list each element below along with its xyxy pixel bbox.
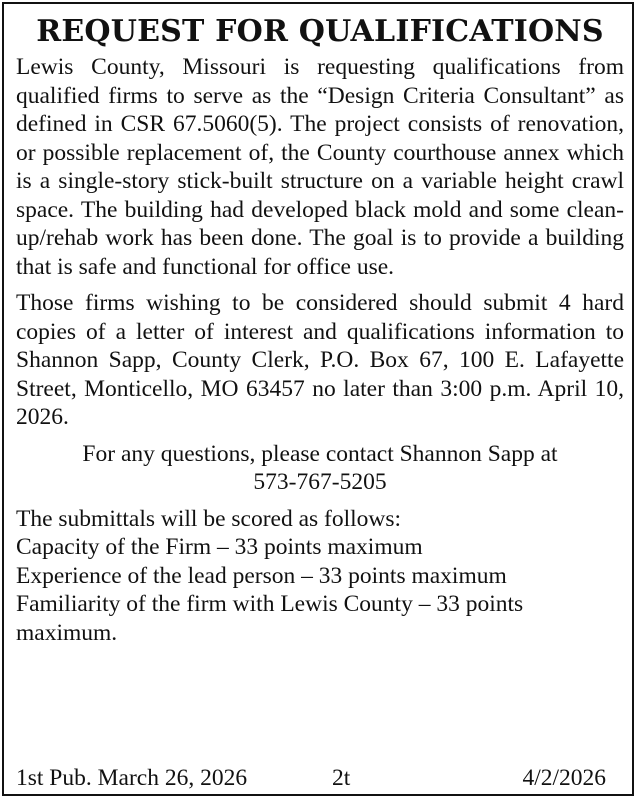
contact-phone: 573-767-5205: [253, 469, 387, 495]
scoring-item: Capacity of the Firm – 33 points maximum: [16, 534, 423, 560]
scoring-section: [16, 505, 624, 648]
notice-paragraph-1: Lewis County, Missouri is requesting qualifications from qualified firms to serve as the “Design Criteria Consultant” as defined in CSR 67.5060(5). The project consists of renovation, or possible replacement of, the County courthouse annex which is a single-story stick-built structure on a variable height crawl space. The building had developed black mold and some clean-up/rehab work has been done. The goal is to provide a building that is safe and functional for office use.: [16, 54, 624, 280]
notice-title: REQUEST FOR QUALIFICATIONS: [36, 14, 604, 49]
contact-block: [16, 440, 624, 497]
first-publication-date: 1st Pub. March 26, 2026: [16, 765, 248, 791]
last-publication-date: 4/2/2026: [522, 765, 606, 791]
scoring-intro: The submittals will be scored as follows:: [16, 505, 402, 532]
scoring-item: Familiarity of the firm with Lewis County – 33 points maximum.: [16, 591, 524, 646]
contact-line: For any questions, please contact Shannon Sapp at: [82, 440, 558, 467]
scoring-item: Experience of the lead person – 33 points maximum: [16, 562, 507, 589]
notice-paragraph-2: Those firms wishing to be considered should submit 4 hard copies of a letter of interest and qualifications information to Shannon Sapp, County Clerk, P.O. Box 67, 100 E. Lafayette Street, Monticello, MO 63457 no later than 3:00 p.m. April 10, 2026.: [16, 290, 624, 430]
run-count: 2t: [332, 765, 351, 791]
notice-body: [16, 14, 624, 647]
